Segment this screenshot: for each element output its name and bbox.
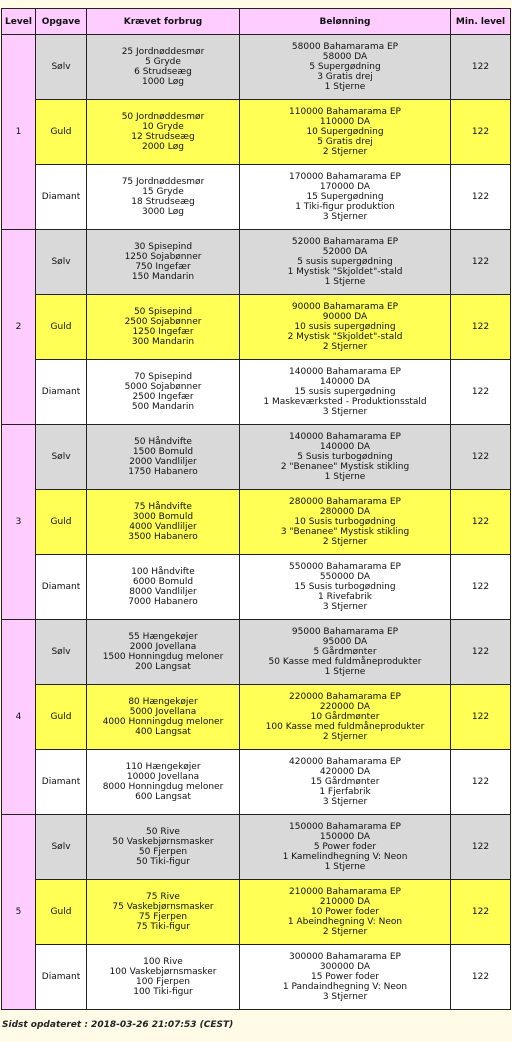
- header-min-level: Min. level: [451, 9, 511, 35]
- min-level: 122: [451, 35, 511, 100]
- last-updated-text: Sidst opdateret : 2018-03-26 21:07:53 (CEST): [2, 1020, 234, 1030]
- required-consumption-line: 750 Ingefær: [135, 262, 191, 272]
- task-type: Guld: [36, 490, 87, 555]
- reward: [240, 750, 451, 815]
- min-level: 122: [451, 750, 511, 815]
- reward-line: 2 Stjerner: [322, 732, 368, 742]
- required-consumption-line: 3000 Løg: [142, 207, 184, 217]
- required-consumption-line: 70 Spisepind: [133, 372, 193, 382]
- reward: [240, 165, 451, 230]
- task-type: Guld: [36, 880, 87, 945]
- reward-line: 420000 DA: [319, 767, 371, 777]
- reward-line: 280000 Bahamarama EP: [289, 497, 401, 507]
- min-level: 122: [451, 620, 511, 685]
- reward: [240, 490, 451, 555]
- reward-line: 5 Susis turbogødning: [297, 452, 393, 462]
- min-level: 122: [451, 880, 511, 945]
- table-row: [2, 100, 511, 165]
- level-number: 4: [2, 620, 36, 815]
- table-row: [2, 425, 511, 490]
- table-row: [2, 295, 511, 360]
- table-row: [2, 685, 511, 750]
- reward-line: 1 Tiki-figur produktion: [295, 202, 395, 212]
- reward-line: 5 Gratis drej: [317, 137, 373, 147]
- required-consumption-line: 12 Strudseæg: [131, 132, 195, 142]
- reward-line: 10 susis supergødning: [294, 322, 396, 332]
- reward-line: 5 Power foder: [313, 842, 377, 852]
- required-consumption-line: 55 Hængekøjer: [128, 632, 198, 642]
- task-type: Guld: [36, 685, 87, 750]
- reward-line: 58000 DA: [322, 52, 368, 62]
- level-number: 1: [2, 35, 36, 230]
- reward-line: 550000 DA: [319, 572, 371, 582]
- quest-table: [1, 8, 511, 1010]
- reward-line: 52000 DA: [322, 247, 368, 257]
- required-consumption-line: 4000 Honningdug meloner: [102, 717, 224, 727]
- table-row: [2, 490, 511, 555]
- reward-line: 3 Stjerner: [322, 992, 368, 1002]
- required-consumption-line: 100 Rive: [143, 957, 183, 967]
- required-consumption-line: 2000 Løg: [142, 142, 184, 152]
- reward-line: 210000 DA: [319, 897, 371, 907]
- required-consumption-line: 10000 Jovellana: [126, 772, 200, 782]
- table-row: [2, 945, 511, 1010]
- task-type: Diamant: [36, 945, 87, 1010]
- header-row: [2, 9, 511, 35]
- required-consumption-line: 2000 Vandliljer: [129, 457, 197, 467]
- required-consumption-line: 80 Hængekøjer: [128, 697, 198, 707]
- reward-line: 150000 DA: [319, 832, 371, 842]
- required-consumption-line: 600 Langsat: [135, 792, 191, 802]
- required-consumption-line: 100 Tiki-figur: [133, 987, 193, 997]
- required-consumption: [87, 620, 240, 685]
- required-consumption-line: 100 Vaskebjørnsmasker: [109, 967, 217, 977]
- min-level: 122: [451, 425, 511, 490]
- reward: [240, 100, 451, 165]
- header-task: Opgave: [36, 9, 87, 35]
- table-row: [2, 815, 511, 880]
- header-required: Krævet forbrug: [87, 9, 240, 35]
- required-consumption-line: 2000 Jovellana: [129, 642, 197, 652]
- required-consumption-line: 4000 Vandliljer: [129, 522, 197, 532]
- required-consumption-line: 6000 Bomuld: [132, 577, 194, 587]
- required-consumption: [87, 490, 240, 555]
- reward: [240, 620, 451, 685]
- required-consumption: [87, 880, 240, 945]
- required-consumption: [87, 815, 240, 880]
- required-consumption-line: 50 Jordnøddesmør: [121, 112, 205, 122]
- reward-line: 2 Stjerner: [322, 147, 368, 157]
- reward-line: 140000 Bahamarama EP: [289, 367, 401, 377]
- level-number: 3: [2, 425, 36, 620]
- task-type: Sølv: [36, 35, 87, 100]
- reward-line: 1 Rivefabrik: [317, 592, 372, 602]
- required-consumption: [87, 945, 240, 1010]
- reward-line: 52000 Bahamarama EP: [291, 237, 399, 247]
- task-type: Guld: [36, 295, 87, 360]
- reward-line: 95000 DA: [322, 637, 368, 647]
- reward-line: 220000 Bahamarama EP: [289, 692, 401, 702]
- reward-line: 1 Fjerfabrik: [319, 787, 371, 797]
- reward-line: 2 "Benanee" Mystisk stikling: [280, 462, 410, 472]
- required-consumption-line: 2500 Ingefær: [132, 392, 194, 402]
- required-consumption: [87, 100, 240, 165]
- reward-line: 3 Stjerner: [322, 407, 368, 417]
- reward-line: 1 Kamelindhegning V: Neon: [282, 852, 408, 862]
- required-consumption-line: 75 Rive: [146, 892, 180, 902]
- reward-line: 550000 Bahamarama EP: [289, 562, 401, 572]
- required-consumption-line: 75 Fjerpen: [138, 912, 188, 922]
- reward-line: 5 Gårdmønter: [313, 647, 377, 657]
- reward-line: 3 Stjerner: [322, 797, 368, 807]
- required-consumption-line: 200 Langsat: [135, 662, 191, 672]
- reward-line: 280000 DA: [319, 507, 371, 517]
- required-consumption-line: 300 Mandarin: [131, 337, 195, 347]
- reward-line: 1 Mystisk "Skjoldet"-stald: [287, 267, 403, 277]
- required-consumption-line: 500 Mandarin: [131, 402, 195, 412]
- task-type: Diamant: [36, 750, 87, 815]
- required-consumption-line: 30 Spisepind: [133, 242, 193, 252]
- min-level: 122: [451, 165, 511, 230]
- required-consumption-line: 18 Strudseæg: [131, 197, 195, 207]
- required-consumption: [87, 360, 240, 425]
- level-number: 5: [2, 815, 36, 1010]
- required-consumption-line: 50 Håndvifte: [134, 437, 192, 447]
- reward: [240, 555, 451, 620]
- reward-line: 170000 DA: [319, 182, 371, 192]
- required-consumption-line: 25 Jordnøddesmør: [121, 47, 205, 57]
- reward: [240, 685, 451, 750]
- min-level: 122: [451, 230, 511, 295]
- reward-line: 10 Susis turbogødning: [294, 517, 396, 527]
- required-consumption-line: 1500 Honningdug meloner: [102, 652, 224, 662]
- table-row: [2, 555, 511, 620]
- required-consumption-line: 1500 Bomuld: [132, 447, 194, 457]
- reward-line: 90000 DA: [322, 312, 368, 322]
- reward-line: 90000 Bahamarama EP: [291, 302, 399, 312]
- reward-line: 210000 Bahamarama EP: [289, 887, 401, 897]
- level-number: 2: [2, 230, 36, 425]
- reward-line: 1 Pandaindhegning V: Neon: [282, 982, 408, 992]
- task-type: Sølv: [36, 425, 87, 490]
- required-consumption-line: 1000 Løg: [142, 77, 184, 87]
- table-row: [2, 230, 511, 295]
- table-row: [2, 165, 511, 230]
- reward: [240, 295, 451, 360]
- reward-line: 300000 DA: [319, 962, 371, 972]
- reward-line: 3 "Benanee" Mystisk stikling: [280, 527, 410, 537]
- reward-line: 15 Supergødning: [306, 192, 384, 202]
- reward-line: 5 Supergødning: [309, 62, 381, 72]
- required-consumption: [87, 750, 240, 815]
- reward-line: 140000 DA: [319, 377, 371, 387]
- reward-line: 10 Power foder: [310, 907, 379, 917]
- table-row: [2, 35, 511, 100]
- reward-line: 58000 Bahamarama EP: [291, 42, 399, 52]
- reward: [240, 360, 451, 425]
- required-consumption-line: 8000 Honningdug meloner: [102, 782, 224, 792]
- reward: [240, 425, 451, 490]
- required-consumption: [87, 555, 240, 620]
- required-consumption-line: 75 Jordnøddesmør: [121, 177, 205, 187]
- required-consumption-line: 5 Gryde: [145, 57, 181, 67]
- min-level: 122: [451, 815, 511, 880]
- required-consumption-line: 100 Håndvifte: [131, 567, 195, 577]
- required-consumption-line: 7000 Habanero: [128, 597, 198, 607]
- quest-table-body: [2, 35, 511, 1010]
- header-reward: Belønning: [240, 9, 451, 35]
- reward-line: 1 Stjerne: [324, 472, 366, 482]
- required-consumption-line: 50 Fjerpen: [138, 847, 188, 857]
- reward-line: 170000 Bahamarama EP: [289, 172, 401, 182]
- required-consumption-line: 110 Hængekøjer: [125, 762, 201, 772]
- reward-line: 140000 DA: [319, 442, 371, 452]
- required-consumption: [87, 685, 240, 750]
- reward-line: 10 Gårdmønter: [310, 712, 380, 722]
- task-type: Sølv: [36, 815, 87, 880]
- required-consumption-line: 2500 Sojabønner: [124, 317, 202, 327]
- required-consumption: [87, 230, 240, 295]
- reward-line: 1 Stjerne: [324, 667, 366, 677]
- required-consumption-line: 150 Mandarin: [131, 272, 195, 282]
- required-consumption-line: 75 Håndvifte: [134, 502, 192, 512]
- required-consumption-line: 50 Tiki-figur: [136, 857, 190, 867]
- reward-line: 15 susis supergødning: [294, 387, 396, 397]
- reward-line: 2 Stjerner: [322, 537, 368, 547]
- task-type: Sølv: [36, 620, 87, 685]
- task-type: Guld: [36, 100, 87, 165]
- min-level: 122: [451, 685, 511, 750]
- task-type: Diamant: [36, 165, 87, 230]
- required-consumption-line: 400 Langsat: [135, 727, 191, 737]
- required-consumption-line: 6 Strudseæg: [134, 67, 192, 77]
- reward-line: 50 Kasse med fuldmåneprodukter: [268, 657, 422, 667]
- task-type: Diamant: [36, 555, 87, 620]
- reward-line: 1 Stjerne: [324, 277, 366, 287]
- required-consumption: [87, 35, 240, 100]
- reward-line: 95000 Bahamarama EP: [291, 627, 399, 637]
- reward-line: 15 Gårdmønter: [310, 777, 380, 787]
- reward-line: 10 Supergødning: [306, 127, 384, 137]
- required-consumption-line: 3000 Bomuld: [132, 512, 194, 522]
- reward-line: 110000 Bahamarama EP: [289, 107, 401, 117]
- required-consumption-line: 1250 Sojabønner: [124, 252, 202, 262]
- reward-line: 5 susis supergødning: [297, 257, 393, 267]
- reward-line: 2 Stjerner: [322, 342, 368, 352]
- reward-line: 110000 DA: [319, 117, 371, 127]
- table-row: [2, 360, 511, 425]
- min-level: 122: [451, 490, 511, 555]
- required-consumption-line: 100 Fjerpen: [136, 977, 190, 987]
- reward: [240, 815, 451, 880]
- min-level: 122: [451, 100, 511, 165]
- min-level: 122: [451, 555, 511, 620]
- task-type: Diamant: [36, 360, 87, 425]
- reward-line: 220000 DA: [319, 702, 371, 712]
- reward-line: 15 Power foder: [310, 972, 379, 982]
- required-consumption-line: 10 Gryde: [142, 122, 184, 132]
- required-consumption: [87, 165, 240, 230]
- min-level: 122: [451, 295, 511, 360]
- required-consumption: [87, 295, 240, 360]
- required-consumption: [87, 425, 240, 490]
- required-consumption-line: 1250 Ingefær: [132, 327, 194, 337]
- reward-line: 420000 Bahamarama EP: [289, 757, 401, 767]
- required-consumption-line: 3500 Habanero: [128, 532, 198, 542]
- min-level: 122: [451, 360, 511, 425]
- reward: [240, 35, 451, 100]
- table-row: [2, 620, 511, 685]
- required-consumption-line: 5000 Sojabønner: [124, 382, 202, 392]
- reward-line: 300000 Bahamarama EP: [289, 952, 401, 962]
- required-consumption-line: 75 Vaskebjørnsmasker: [112, 902, 214, 912]
- min-level: 122: [451, 945, 511, 1010]
- reward-line: 15 Susis turbogødning: [294, 582, 396, 592]
- required-consumption-line: 8000 Vandliljer: [129, 587, 197, 597]
- reward-line: 3 Stjerner: [322, 212, 368, 222]
- reward: [240, 230, 451, 295]
- reward-line: 1 Maskeværksted - Produktionsstald: [263, 397, 427, 407]
- reward: [240, 880, 451, 945]
- reward-line: 2 Mystisk "Skjoldet"-stald: [287, 332, 403, 342]
- header-level: Level: [2, 9, 36, 35]
- task-type: Sølv: [36, 230, 87, 295]
- required-consumption-line: 50 Spisepind: [133, 307, 193, 317]
- required-consumption-line: 50 Vaskebjørnsmasker: [112, 837, 214, 847]
- reward: [240, 945, 451, 1010]
- reward-line: 3 Stjerner: [322, 602, 368, 612]
- required-consumption-line: 75 Tiki-figur: [136, 922, 190, 932]
- reward-line: 1 Stjerne: [324, 82, 366, 92]
- table-row: [2, 750, 511, 815]
- reward-line: 1 Stjerne: [324, 862, 366, 872]
- table-row: [2, 880, 511, 945]
- required-consumption-line: 5000 Jovellana: [129, 707, 197, 717]
- reward-line: 100 Kasse med fuldmåneprodukter: [265, 722, 425, 732]
- required-consumption-line: 15 Gryde: [142, 187, 184, 197]
- reward-line: 1 Abeindhegning V: Neon: [287, 917, 403, 927]
- reward-line: 2 Stjerner: [322, 927, 368, 937]
- reward-line: 140000 Bahamarama EP: [289, 432, 401, 442]
- reward-line: 150000 Bahamarama EP: [289, 822, 401, 832]
- required-consumption-line: 50 Rive: [146, 827, 180, 837]
- required-consumption-line: 1750 Habanero: [128, 467, 198, 477]
- reward-line: 3 Gratis drej: [317, 72, 373, 82]
